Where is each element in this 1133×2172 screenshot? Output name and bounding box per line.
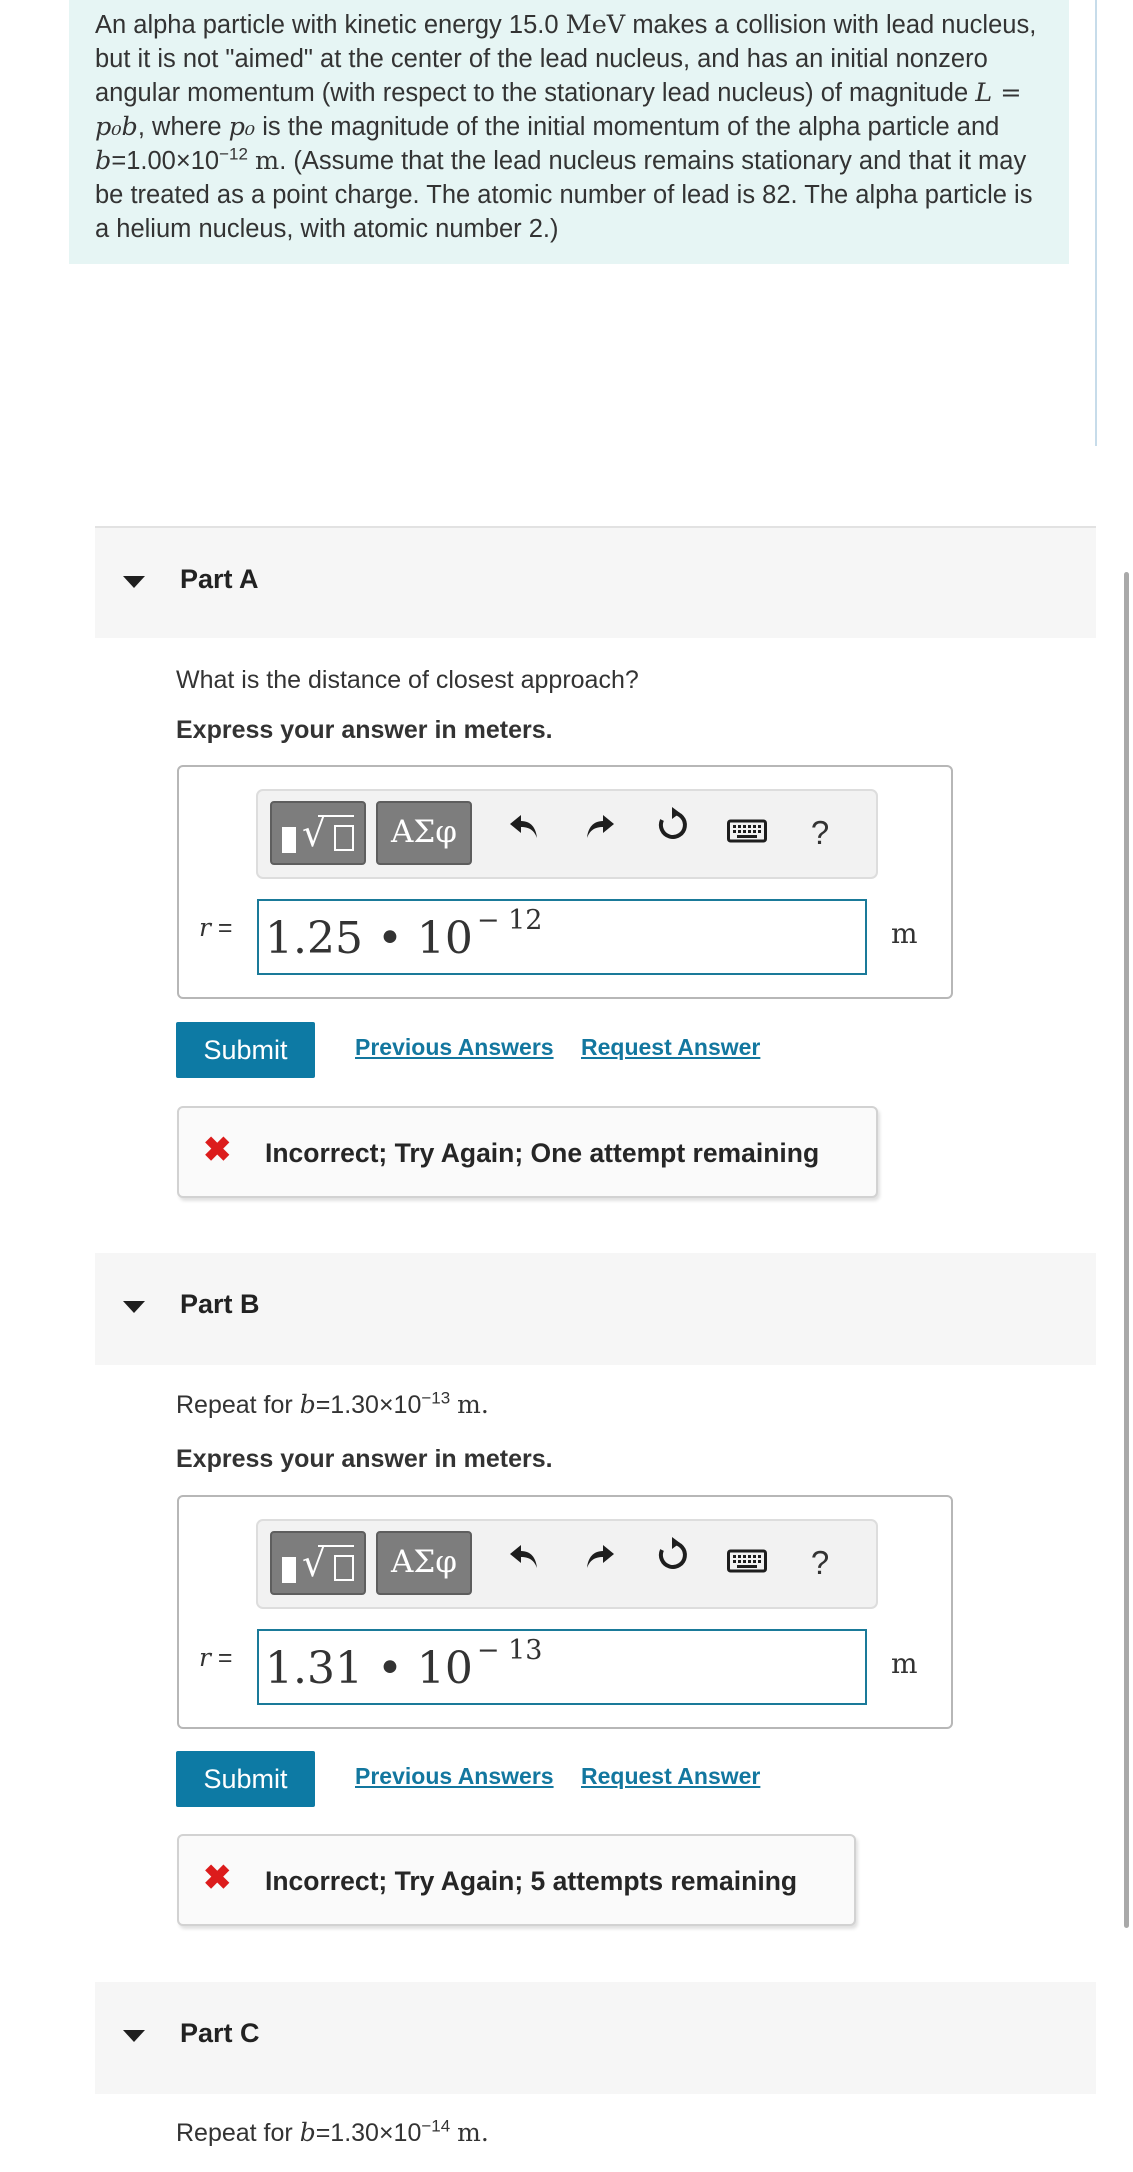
unit-label: m xyxy=(891,1647,918,1680)
b-exponent: −12 xyxy=(219,144,248,164)
problem-text: . (Assume that the lead nucleus remains stationary and that it may be treated as a point charge. The atomic number of lead is 82. The alpha particle is a helium nucleus, with atomic number 2.) xyxy=(95,147,1033,243)
answer-input[interactable] xyxy=(257,899,867,975)
incorrect-x-icon: ✖ xyxy=(203,1859,232,1897)
undo-icon[interactable] xyxy=(502,805,546,861)
previous-answers-link[interactable]: Previous Answers xyxy=(355,1763,554,1789)
answer-instruction: Express your answer in meters. xyxy=(176,716,553,744)
part-c-header[interactable] xyxy=(95,1982,1096,2094)
reset-icon[interactable] xyxy=(651,1535,695,1591)
keyboard-icon[interactable] xyxy=(723,805,771,861)
problem-text: is the magnitude of the initial momentum of the alpha particle and xyxy=(255,113,1000,141)
help-icon[interactable]: ? xyxy=(810,814,830,851)
templates-button[interactable]: √ xyxy=(270,1531,366,1595)
variable-label: r = xyxy=(199,1643,233,1672)
incorrect-x-icon: ✖ xyxy=(203,1131,232,1169)
templates-button[interactable]: √ xyxy=(270,801,366,865)
collapse-caret-icon[interactable] xyxy=(123,2030,145,2042)
answer-value: 1.31 • 10 $^{- 13}$ xyxy=(265,1635,543,1694)
answer-input[interactable] xyxy=(257,1629,867,1705)
answer-box xyxy=(177,1495,953,1729)
help-icon[interactable]: ? xyxy=(810,1544,830,1581)
question-text: Repeat for $b=1.30\times 10^{-14}$ m. xyxy=(176,2116,489,2147)
energy-unit: MeV xyxy=(565,10,626,40)
variable-label: r = xyxy=(199,913,233,942)
b-unit: m xyxy=(255,146,280,176)
b-value: =1.00×10 xyxy=(111,147,220,175)
undo-icon[interactable] xyxy=(502,1535,546,1591)
unit-label: m xyxy=(891,917,918,950)
feedback-box xyxy=(177,1106,878,1198)
problem-text: An alpha particle with kinetic energy 15.0 xyxy=(95,11,566,39)
greek-symbols-button[interactable]: ΑΣφ xyxy=(376,801,472,865)
keyboard-icon[interactable] xyxy=(723,1535,771,1591)
reset-icon[interactable] xyxy=(651,805,695,861)
question-text: Repeat for $b=1.30\times 10^{-13}$ m. xyxy=(176,1388,489,1419)
math-toolbar xyxy=(256,1519,878,1609)
previous-answers-link[interactable]: Previous Answers xyxy=(355,1034,554,1060)
problem-statement xyxy=(69,0,1069,264)
collapse-caret-icon[interactable] xyxy=(123,576,145,588)
part-title: Part C xyxy=(180,2018,260,2048)
feedback-box xyxy=(177,1834,856,1926)
feedback-message: Incorrect; Try Again; One attempt remaining xyxy=(265,1138,820,1168)
question-text: What is the distance of closest approach? xyxy=(176,666,639,694)
request-answer-link[interactable]: Request Answer xyxy=(581,1034,761,1060)
request-answer-link[interactable]: Request Answer xyxy=(581,1763,761,1789)
feedback-message: Incorrect; Try Again; 5 attempts remaining xyxy=(265,1866,798,1896)
math-toolbar xyxy=(256,789,878,879)
submit-button[interactable]: Submit xyxy=(176,1751,315,1807)
part-title: Part B xyxy=(180,1289,260,1319)
collapse-caret-icon[interactable] xyxy=(123,1301,145,1313)
p0-symbol: p₀ xyxy=(228,112,256,142)
problem-text: , where xyxy=(137,113,229,141)
scrollbar[interactable] xyxy=(1124,572,1129,1928)
greek-symbols-button[interactable]: ΑΣφ xyxy=(376,1531,472,1595)
angular-momentum-formula: L = p₀b xyxy=(95,78,1022,142)
problem-text: makes a collision with lead nucleus, but it is not "aimed" at the center of the lead nucleus, and has an initial nonzero angular momentum (with respect to the stationary lead nucleus) of magnitude xyxy=(95,11,1037,107)
submit-button[interactable]: Submit xyxy=(176,1022,315,1078)
divider xyxy=(1095,0,1097,446)
redo-icon[interactable] xyxy=(578,1535,622,1591)
part-title: Part A xyxy=(180,564,259,594)
part-b-header[interactable] xyxy=(95,1253,1096,1365)
redo-icon[interactable] xyxy=(578,805,622,861)
answer-value: 1.25 • 10 $^{- 12}$ xyxy=(265,905,543,964)
answer-box xyxy=(177,765,953,999)
answer-instruction: Express your answer in meters. xyxy=(176,1445,553,1473)
part-a-header[interactable] xyxy=(95,526,1096,638)
b-symbol: b xyxy=(95,146,112,176)
